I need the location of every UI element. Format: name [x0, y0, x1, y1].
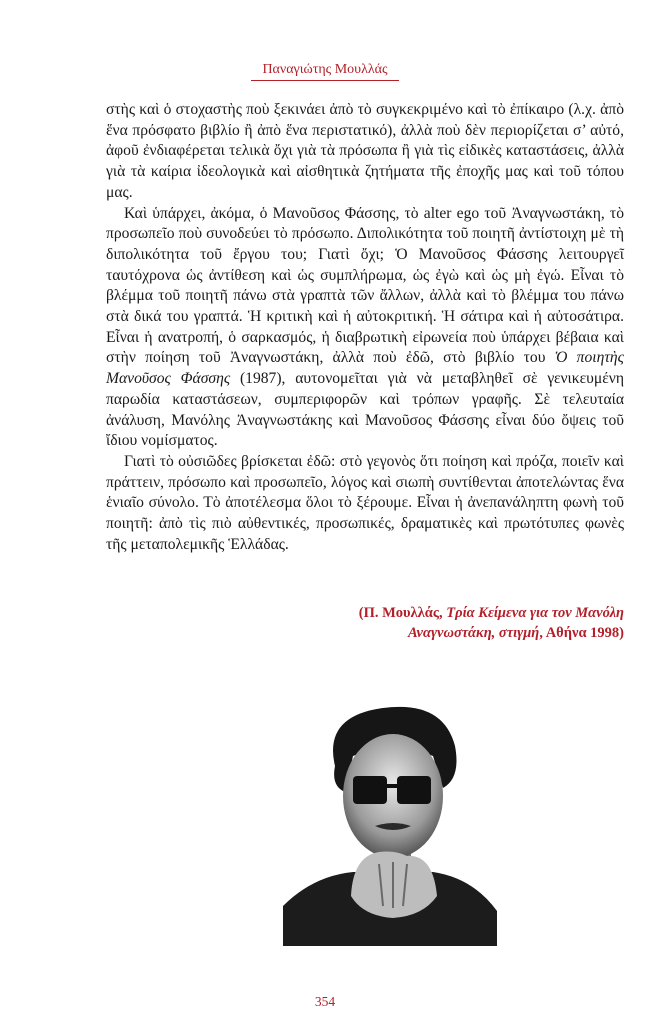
citation-title-line-2: Αναγνωστάκη, στιγμή [407, 625, 540, 641]
paragraph-2-part-a: Καὶ ὑπάρχει, ἀκόμα, ὁ Μανοῦσος Φάσσης, τὸ alter ego τοῦ Ἀναγνωστάκη, τὸ προσωπεῖο ποὺ συνοδεύει τὸ πρόσωπο. Διπολικότητα τοῦ ποιητῆ ἀντίστοιχη μὲ τὴ διπολικότητα τοῦ ἔργου του; Γιατὶ ὄχι; Ὁ Μανοῦσος Φάσσης λειτουργεῖ ταυτόχρονα ὡς ἀντίθεση καὶ ὡς συμπλήρωμα, ὡς ἐγὼ καὶ ὡς μὴ ἐγώ. Εἶναι τὸ βλέμμα τοῦ ποιητῆ πάνω στὰ γραπτὰ τῶν ἄλλων, ἀλλὰ καὶ τὸ βλέμμα του πάνω στὰ δικά του γραπτά. Ἡ κριτικὴ καὶ ἡ αὐτοκριτική. Ἡ σάτιρα καὶ ἡ αὐτοσάτιρα. Εἶναι ἡ ανατροπή, ὁ σαρκασμός, ἡ διαβρωτικὴ εἰρωνεία ποὺ ὑπάρχει βέβαια καὶ στὴν ποίηση τοῦ Ἀναγνωστάκη, ἀλλὰ ποὺ ἐδῶ, στὸ βιβλίο του [106, 204, 624, 367]
source-citation [224, 603, 624, 643]
book-title-italic: Ὁ ποιητὴς Μανοῦσος Φάσσης [106, 349, 624, 388]
paragraph-3: Γιατὶ τὸ οὐσιῶδες βρίσκεται ἐδῶ: στὸ γεγονὸς ὅτι ποίηση καὶ πρόζα, ποιεῖν καὶ πράττειν, πρόσωπο καὶ προσωπεῖο, λόγος καὶ σιωπὴ συντίθενται ἀποτελώντας ἕνα ἑνιαῖο σύνολο. Τὸ ἀποτέλεσμα ὅλοι τὸ ξέρουμε. Εἶναι ἡ ἀνεπανάληπτη φωνὴ τοῦ ποιητῆ: ἀπὸ τὶς πιὸ αὐθεντικές, προσωπικές, δραματικὲς καὶ πρωτότυπες φωνὲς τῆς μεταπολεμικῆς Ἑλλάδας. [106, 452, 624, 553]
header-rule [251, 80, 399, 81]
body-text [106, 100, 624, 555]
paragraph-2 [106, 204, 624, 452]
paragraph-2-part-b: (1987), αυτονομεῖται γιὰ νὰ μεταβληθεῖ σὲ γενικευμένη παρωδία καταστάσεων, συμπεριφορῶν καὶ τρόπων γραφῆς. Σὲ τελευταία ἀνάλυση, Μανόλης Ἀναγνωστάκης καὶ Μανοῦσος Φάσσης εἶναι δύο ὄψεις τοῦ ἴδιου νομίσματος. [106, 370, 624, 450]
portrait-image [283, 696, 497, 946]
page-number: 354 [314, 994, 336, 1009]
citation-place-year: , Αθήνα 1998) [539, 625, 624, 641]
author-portrait-photo [283, 696, 497, 946]
running-header [0, 62, 650, 81]
citation-title-line-1: Τρία Κείμενα για τον Μανόλη [446, 605, 624, 621]
citation-author: (Π. Μουλλάς, [358, 605, 447, 621]
paragraph-1: στὴς καὶ ὁ στοχαστὴς ποὺ ξεκινάει ἀπὸ τὸ συγκεκριμένο καὶ τὸ ἐπίκαιρο (λ.χ. ἀπὸ ἕνα πρόσφατο βιβλίο ἢ ἀπὸ ἕνα περιστατικό), ἀλλὰ ποὺ δὲν περιορίζεται σ’ αὐτό, ἀφοῦ ἐνδιαφέρεται τελικὰ ὄχι γιὰ τὰ πρόσωπα ἢ γιὰ τὶς εἰδικὲς καταστάσεις, ἀλλὰ γιὰ τὰ καίρια ἰδεολογικὰ καὶ αἰσθητικὰ ζητήματα τῆς ἐποχῆς μας καὶ τοῦ τόπου μας. [106, 101, 624, 201]
running-title: Παναγιώτης Μουλλάς [262, 62, 388, 77]
